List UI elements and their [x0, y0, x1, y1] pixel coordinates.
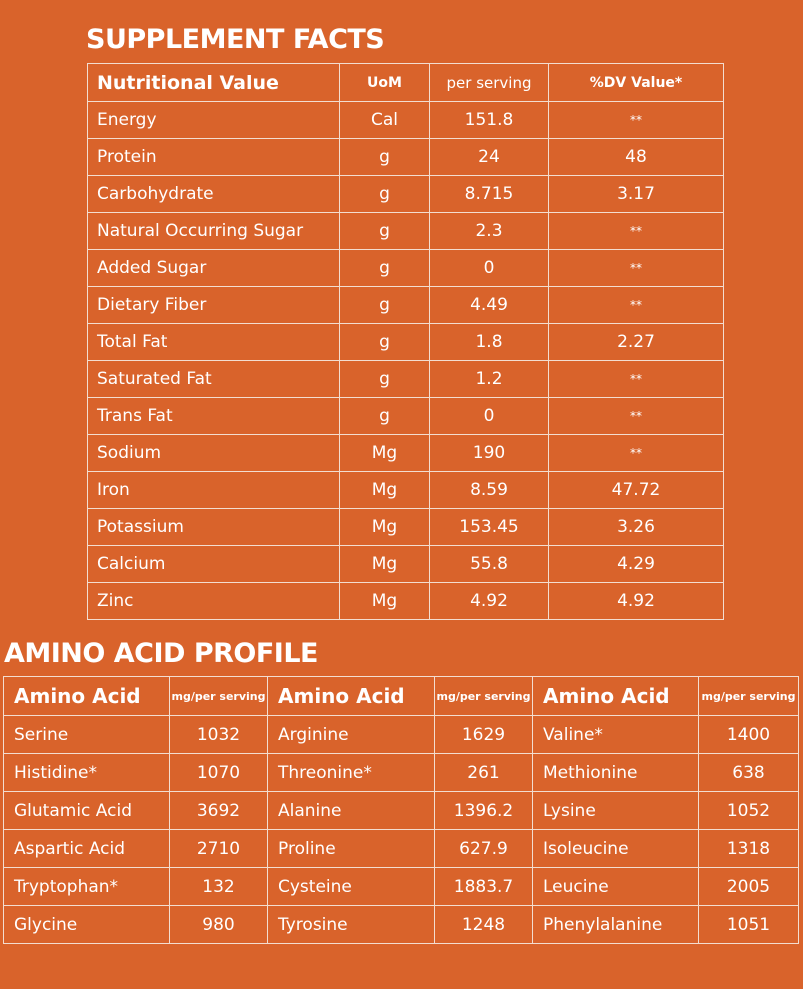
nutrient-uom: Mg: [340, 435, 430, 472]
table-row: [4, 792, 799, 830]
nutrient-uom: Mg: [340, 509, 430, 546]
table-row: [88, 509, 724, 546]
nutrient-dv-value: 4.29: [549, 546, 724, 583]
nutrient-per-serving: 153.45: [430, 509, 549, 546]
nutrient-per-serving: 4.92: [430, 583, 549, 620]
amino-acid-name: Cysteine: [268, 868, 435, 906]
nutrient-dv-value: 3.26: [549, 509, 724, 546]
nutrient-dv-value: **: [549, 435, 724, 472]
amino-acid-name: Histidine*: [4, 754, 170, 792]
amino-acid-name: Glutamic Acid: [4, 792, 170, 830]
nutrient-name: Sodium: [88, 435, 340, 472]
nutrient-uom: g: [340, 324, 430, 361]
amino-acid-value: 1052: [699, 792, 799, 830]
table-row: [88, 250, 724, 287]
nutrient-uom: g: [340, 287, 430, 324]
nutrient-name: Potassium: [88, 509, 340, 546]
header-amino-acid-2: Amino Acid: [268, 677, 435, 716]
nutrient-per-serving: 1.8: [430, 324, 549, 361]
table-row: [88, 398, 724, 435]
nutrient-dv-value: 47.72: [549, 472, 724, 509]
nutrient-per-serving: 8.59: [430, 472, 549, 509]
nutrient-uom: Mg: [340, 583, 430, 620]
amino-acid-value: 1400: [699, 716, 799, 754]
nutrient-name: Energy: [88, 102, 340, 139]
amino-acid-value: 1051: [699, 906, 799, 944]
supplement-facts-title: SUPPLEMENT FACTS: [86, 24, 385, 55]
nutrient-per-serving: 2.3: [430, 213, 549, 250]
nutrient-name: Dietary Fiber: [88, 287, 340, 324]
supplement-facts-header-row: [88, 64, 724, 102]
header-mg-per-serving-3: mg/per serving: [699, 677, 799, 716]
header-mg-per-serving-1: mg/per serving: [170, 677, 268, 716]
table-row: [88, 361, 724, 398]
nutrient-name: Trans Fat: [88, 398, 340, 435]
header-nutritional-value: Nutritional Value: [88, 64, 340, 102]
table-row: [4, 906, 799, 944]
nutrient-per-serving: 0: [430, 250, 549, 287]
header-dv-value: %DV Value*: [549, 64, 724, 102]
table-row: [88, 324, 724, 361]
nutrient-name: Natural Occurring Sugar: [88, 213, 340, 250]
amino-acid-name: Methionine: [533, 754, 699, 792]
nutrient-per-serving: 24: [430, 139, 549, 176]
amino-acid-value: 1883.7: [435, 868, 533, 906]
nutrient-dv-value: **: [549, 361, 724, 398]
amino-acid-value: 1070: [170, 754, 268, 792]
amino-acid-value: 980: [170, 906, 268, 944]
nutrient-name: Total Fat: [88, 324, 340, 361]
nutrient-per-serving: 0: [430, 398, 549, 435]
nutrient-per-serving: 55.8: [430, 546, 549, 583]
table-row: [4, 716, 799, 754]
nutrient-uom: Mg: [340, 546, 430, 583]
amino-acid-name: Lysine: [533, 792, 699, 830]
amino-acid-value: 627.9: [435, 830, 533, 868]
table-row: [88, 102, 724, 139]
nutrient-dv-value: 4.92: [549, 583, 724, 620]
table-row: [88, 287, 724, 324]
nutrient-dv-value: 2.27: [549, 324, 724, 361]
amino-acid-name: Phenylalanine: [533, 906, 699, 944]
amino-acid-name: Alanine: [268, 792, 435, 830]
table-row: [4, 868, 799, 906]
header-uom: UoM: [340, 64, 430, 102]
nutrient-dv-value: **: [549, 250, 724, 287]
nutrient-uom: g: [340, 213, 430, 250]
table-row: [4, 830, 799, 868]
table-row: [4, 754, 799, 792]
amino-acid-name: Valine*: [533, 716, 699, 754]
nutrient-uom: g: [340, 139, 430, 176]
nutrient-dv-value: 3.17: [549, 176, 724, 213]
nutrient-dv-value: **: [549, 398, 724, 435]
nutrient-dv-value: **: [549, 213, 724, 250]
amino-acid-table: [3, 676, 799, 944]
nutrient-name: Calcium: [88, 546, 340, 583]
amino-acid-profile-title: AMINO ACID PROFILE: [4, 638, 318, 669]
nutrient-per-serving: 190: [430, 435, 549, 472]
nutrient-uom: g: [340, 176, 430, 213]
amino-acid-name: Serine: [4, 716, 170, 754]
amino-acid-name: Arginine: [268, 716, 435, 754]
header-per-serving: per serving: [430, 64, 549, 102]
amino-acid-value: 261: [435, 754, 533, 792]
nutrient-per-serving: 151.8: [430, 102, 549, 139]
amino-acid-value: 1396.2: [435, 792, 533, 830]
amino-acid-value: 1032: [170, 716, 268, 754]
nutrient-uom: g: [340, 398, 430, 435]
nutrient-per-serving: 8.715: [430, 176, 549, 213]
nutrient-uom: g: [340, 361, 430, 398]
nutrient-name: Iron: [88, 472, 340, 509]
table-row: [88, 472, 724, 509]
table-row: [88, 435, 724, 472]
amino-acid-name: Leucine: [533, 868, 699, 906]
amino-acid-name: Threonine*: [268, 754, 435, 792]
amino-acid-value: 2710: [170, 830, 268, 868]
header-amino-acid-3: Amino Acid: [533, 677, 699, 716]
amino-acid-name: Proline: [268, 830, 435, 868]
amino-acid-value: 1318: [699, 830, 799, 868]
amino-acid-header-row: [4, 677, 799, 716]
nutrient-name: Zinc: [88, 583, 340, 620]
nutrient-name: Protein: [88, 139, 340, 176]
amino-acid-name: Isoleucine: [533, 830, 699, 868]
nutrient-dv-value: **: [549, 287, 724, 324]
nutrient-uom: Mg: [340, 472, 430, 509]
amino-acid-name: Tryptophan*: [4, 868, 170, 906]
nutrient-dv-value: **: [549, 102, 724, 139]
nutrient-name: Added Sugar: [88, 250, 340, 287]
nutrient-dv-value: 48: [549, 139, 724, 176]
nutrient-uom: g: [340, 250, 430, 287]
amino-acid-value: 1248: [435, 906, 533, 944]
header-amino-acid-1: Amino Acid: [4, 677, 170, 716]
amino-acid-value: 132: [170, 868, 268, 906]
table-row: [88, 139, 724, 176]
header-mg-per-serving-2: mg/per serving: [435, 677, 533, 716]
table-row: [88, 213, 724, 250]
amino-acid-name: Aspartic Acid: [4, 830, 170, 868]
nutrient-name: Carbohydrate: [88, 176, 340, 213]
nutrient-name: Saturated Fat: [88, 361, 340, 398]
nutrient-uom: Cal: [340, 102, 430, 139]
supplement-facts-table: [87, 63, 724, 620]
amino-acid-value: 638: [699, 754, 799, 792]
amino-acid-name: Glycine: [4, 906, 170, 944]
nutrient-per-serving: 1.2: [430, 361, 549, 398]
amino-acid-value: 2005: [699, 868, 799, 906]
nutrient-per-serving: 4.49: [430, 287, 549, 324]
amino-acid-value: 3692: [170, 792, 268, 830]
table-row: [88, 176, 724, 213]
table-row: [88, 546, 724, 583]
table-row: [88, 583, 724, 620]
amino-acid-value: 1629: [435, 716, 533, 754]
amino-acid-name: Tyrosine: [268, 906, 435, 944]
